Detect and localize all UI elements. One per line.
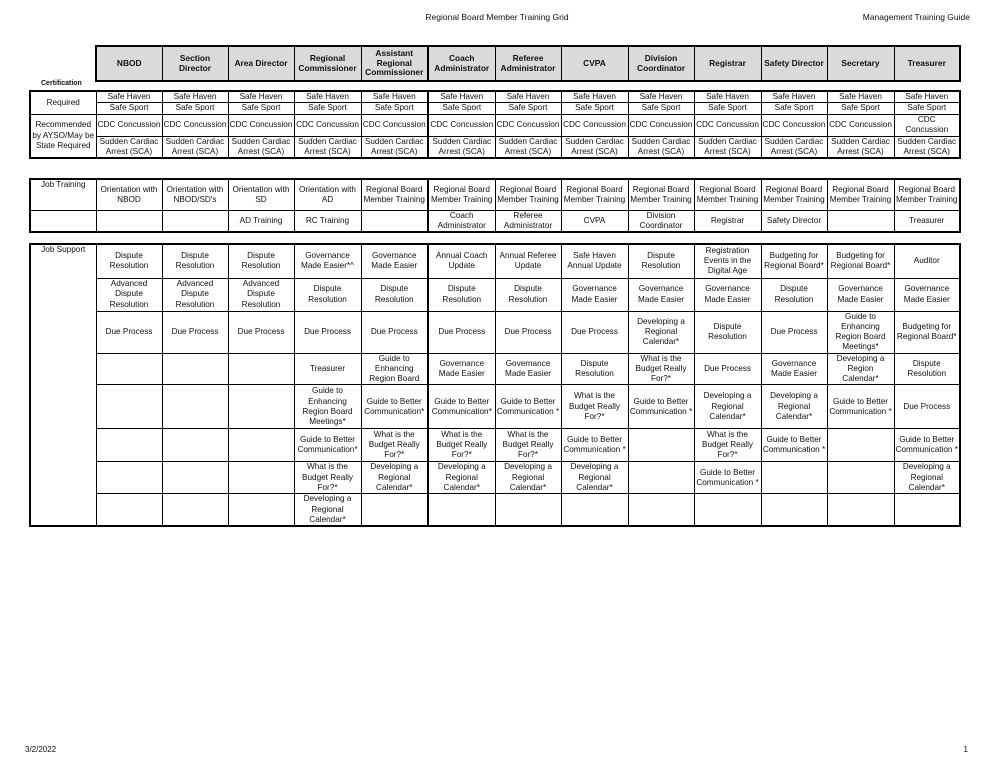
job-support-cell — [827, 462, 894, 494]
job-support-cell: Governance Made Easier — [495, 353, 561, 385]
certification-cell: CDC Concussion — [894, 114, 960, 136]
certification-cell: Safe Haven — [827, 91, 894, 103]
job-support-cell — [827, 429, 894, 462]
job-training-cell — [827, 210, 894, 232]
job-support-cell — [361, 494, 428, 526]
certification-cell: Safe Haven — [561, 91, 628, 103]
certification-cell: Safe Sport — [228, 103, 294, 114]
certification-cell: Sudden Cardiac Arrest (SCA) — [628, 136, 694, 158]
job-support-cell — [96, 429, 162, 462]
column-header-8: Division Coordinator — [628, 46, 694, 81]
job-support-cell: Guide to Better Communication * — [628, 385, 694, 429]
job-support-cell: Developing a Regional Calendar* — [761, 385, 827, 429]
job-training-cell — [162, 210, 228, 232]
job-support-cell — [96, 462, 162, 494]
job-training-cell: Treasurer — [894, 210, 960, 232]
job-training-cell: Division Coordinator — [628, 210, 694, 232]
job-support-cell: Guide to Better Communication * — [827, 385, 894, 429]
certification-cell: Sudden Cardiac Arrest (SCA) — [694, 136, 761, 158]
job-support-cell — [694, 494, 761, 526]
job-support-cell: Budgeting for Regional Board* — [761, 244, 827, 278]
job-training-cell: Regional Board Member Training — [561, 179, 628, 210]
certification-cell: Safe Haven — [694, 91, 761, 103]
certification-cell: Safe Sport — [162, 103, 228, 114]
column-header-4: Assistant Regional Commissioner — [361, 46, 428, 81]
certification-section-label: Certification — [41, 80, 82, 87]
job-support-cell: Auditor — [894, 244, 960, 278]
footer-page-number: 1 — [963, 745, 968, 754]
job-training-cell: Regional Board Member Training — [428, 179, 495, 210]
job-training-cell: Regional Board Member Training — [827, 179, 894, 210]
certification-cell: CDC Concussion — [694, 114, 761, 136]
certification-cell: Safe Sport — [628, 103, 694, 114]
column-header-7: CVPA — [561, 46, 628, 81]
job-training-cell: Regional Board Member Training — [761, 179, 827, 210]
certification-cell: Safe Haven — [495, 91, 561, 103]
job-training-cell: Coach Administrator — [428, 210, 495, 232]
certification-cell: Sudden Cardiac Arrest (SCA) — [361, 136, 428, 158]
certification-cell: CDC Concussion — [561, 114, 628, 136]
certification-cell: CDC Concussion — [495, 114, 561, 136]
job-support-cell — [162, 494, 228, 526]
job-support-cell: Due Process — [561, 311, 628, 353]
job-support-cell: Budgeting for Regional Board* — [894, 311, 960, 353]
job-training-cell: AD Training — [228, 210, 294, 232]
job-support-cell: Dispute Resolution — [162, 244, 228, 278]
job-support-cell: Developing a Regional Calendar* — [561, 462, 628, 494]
job-support-cell: Dispute Resolution — [894, 353, 960, 385]
job-support-cell — [162, 429, 228, 462]
job-support-cell: Dispute Resolution — [96, 244, 162, 278]
job-support-cell: Guide to Better Communication* — [361, 385, 428, 429]
job-training-cell: Registrar — [694, 210, 761, 232]
job-support-cell: Governance Made Easier — [561, 278, 628, 311]
job-support-cell: What is the Budget Really For?* — [694, 429, 761, 462]
certification-cell: CDC Concussion — [761, 114, 827, 136]
certification-cell: Sudden Cardiac Arrest (SCA) — [294, 136, 361, 158]
column-header-11: Secretary — [827, 46, 894, 81]
job-support-label: Job Support — [30, 244, 96, 526]
job-support-cell: Developing a Regional Calendar* — [361, 462, 428, 494]
column-header-3: Regional Commissioner — [294, 46, 361, 81]
job-support-cell: Guide to Enhancing Region Board — [361, 353, 428, 385]
job-support-cell: Due Process — [495, 311, 561, 353]
certification-cell: CDC Concussion — [428, 114, 495, 136]
certification-cell: Safe Sport — [294, 103, 361, 114]
job-support-cell: Due Process — [428, 311, 495, 353]
job-support-cell — [228, 385, 294, 429]
job-support-cell: Dispute Resolution — [761, 278, 827, 311]
job-support-cell: What is the Budget Really For?* — [495, 429, 561, 462]
certification-cell: Safe Haven — [162, 91, 228, 103]
job-support-cell — [827, 494, 894, 526]
job-training-cell: Regional Board Member Training — [894, 179, 960, 210]
job-support-cell: Advanced Dispute Resolution — [228, 278, 294, 311]
job-support-cell: Governance Made Easier — [694, 278, 761, 311]
certification-cell: Sudden Cardiac Arrest (SCA) — [761, 136, 827, 158]
footer-date: 3/2/2022 — [25, 745, 57, 754]
job-support-cell: Due Process — [294, 311, 361, 353]
certification-cell: Sudden Cardiac Arrest (SCA) — [561, 136, 628, 158]
job-support-cell: Dispute Resolution — [694, 311, 761, 353]
job-support-cell — [162, 462, 228, 494]
job-support-cell — [428, 494, 495, 526]
column-header-5: Coach Administrator — [428, 46, 495, 81]
certification-cell: Safe Sport — [694, 103, 761, 114]
job-support-cell: Governance Made Easier — [761, 353, 827, 385]
column-header-9: Registrar — [694, 46, 761, 81]
certification-cell: Safe Sport — [561, 103, 628, 114]
job-support-cell: Guide to Enhancing Region Board Meetings* — [827, 311, 894, 353]
column-header-10: Safety Director — [761, 46, 827, 81]
job-training-cell — [96, 210, 162, 232]
job-support-cell: What is the Budget Really For?* — [361, 429, 428, 462]
job-support-cell: Guide to Better Communication * — [894, 429, 960, 462]
column-header-12: Treasurer — [894, 46, 960, 81]
certification-cell: Safe Haven — [228, 91, 294, 103]
certification-cell: Safe Sport — [495, 103, 561, 114]
certification-cell: Safe Haven — [361, 91, 428, 103]
job-support-cell — [228, 353, 294, 385]
job-training-cell: Referee Administrator — [495, 210, 561, 232]
job-support-cell: Advanced Dispute Resolution — [96, 278, 162, 311]
certification-cell: Sudden Cardiac Arrest (SCA) — [495, 136, 561, 158]
job-support-cell: Guide to Better Communication* — [428, 385, 495, 429]
job-support-cell: Governance Made Easier — [361, 244, 428, 278]
certification-cell: Safe Sport — [827, 103, 894, 114]
job-support-cell — [162, 385, 228, 429]
job-support-cell — [162, 353, 228, 385]
job-support-cell: Treasurer — [294, 353, 361, 385]
job-support-cell: Developing a Regional Calendar* — [694, 385, 761, 429]
certification-cell: Safe Haven — [628, 91, 694, 103]
job-support-cell: Guide to Better Communication * — [495, 385, 561, 429]
job-support-cell — [761, 462, 827, 494]
certification-cell: Safe Sport — [894, 103, 960, 114]
column-header-table — [95, 45, 961, 82]
certification-cell: Sudden Cardiac Arrest (SCA) — [162, 136, 228, 158]
job-support-cell: Dispute Resolution — [495, 278, 561, 311]
certification-cell: Sudden Cardiac Arrest (SCA) — [228, 136, 294, 158]
certification-cell: CDC Concussion — [361, 114, 428, 136]
job-support-cell: Dispute Resolution — [428, 278, 495, 311]
certification-table — [29, 90, 961, 159]
job-support-cell: Due Process — [761, 311, 827, 353]
job-training-cell: Regional Board Member Training — [361, 179, 428, 210]
job-support-cell: Developing a Regional Calendar* — [628, 311, 694, 353]
job-support-cell: Developing a Regional Calendar* — [894, 462, 960, 494]
certification-cell: CDC Concussion — [294, 114, 361, 136]
certification-cell: Sudden Cardiac Arrest (SCA) — [894, 136, 960, 158]
job-support-cell: Guide to Enhancing Region Board Meetings* — [294, 385, 361, 429]
job-support-cell: Governance Made Easier*^ — [294, 244, 361, 278]
job-support-cell: Dispute Resolution — [561, 353, 628, 385]
column-header-1: Section Director — [162, 46, 228, 81]
job-training-cell: CVPA — [561, 210, 628, 232]
job-support-cell: Budgeting for Regional Board* — [827, 244, 894, 278]
job-support-cell — [495, 494, 561, 526]
job-training-label: Job Training — [30, 179, 96, 210]
certification-required-label: Required — [30, 91, 96, 114]
column-header-2: Area Director — [228, 46, 294, 81]
certification-cell: Safe Haven — [294, 91, 361, 103]
job-support-cell: Annual Referee Update — [495, 244, 561, 278]
job-training-cell: Regional Board Member Training — [694, 179, 761, 210]
job-support-cell: Due Process — [228, 311, 294, 353]
job-support-cell: Due Process — [694, 353, 761, 385]
job-support-table — [29, 243, 961, 527]
certification-cell: CDC Concussion — [628, 114, 694, 136]
guide-title: Management Training Guide — [862, 12, 970, 22]
job-support-cell: What is the Budget Really For?* — [294, 462, 361, 494]
job-training-cell: Orientation with NBOD/SD's — [162, 179, 228, 210]
certification-cell: Safe Haven — [894, 91, 960, 103]
job-support-cell: Dispute Resolution — [361, 278, 428, 311]
job-support-cell: Guide to Better Communication * — [761, 429, 827, 462]
job-support-cell: Governance Made Easier — [894, 278, 960, 311]
job-support-cell: Governance Made Easier — [428, 353, 495, 385]
job-support-cell: Dispute Resolution — [628, 244, 694, 278]
job-training-cell: Regional Board Member Training — [495, 179, 561, 210]
job-support-cell — [628, 429, 694, 462]
job-training-cell: Orientation with NBOD — [96, 179, 162, 210]
job-support-cell: Developing a Regional Calendar* — [495, 462, 561, 494]
job-support-cell — [628, 462, 694, 494]
job-support-cell — [228, 462, 294, 494]
job-support-cell: Registration Events in the Digital Age — [694, 244, 761, 278]
job-support-cell: Guide to Better Communication* — [294, 429, 361, 462]
job-support-cell: Guide to Better Communication * — [694, 462, 761, 494]
job-support-cell: Annual Coach Update — [428, 244, 495, 278]
certification-cell: Safe Sport — [96, 103, 162, 114]
job-support-cell — [96, 385, 162, 429]
certification-cell: CDC Concussion — [827, 114, 894, 136]
job-training-cell: Orientation with AD — [294, 179, 361, 210]
certification-cell: CDC Concussion — [96, 114, 162, 136]
certification-cell: Sudden Cardiac Arrest (SCA) — [96, 136, 162, 158]
certification-cell: Sudden Cardiac Arrest (SCA) — [827, 136, 894, 158]
job-support-cell: Dispute Resolution — [228, 244, 294, 278]
certification-cell: CDC Concussion — [228, 114, 294, 136]
job-training-cell: RC Training — [294, 210, 361, 232]
job-support-cell — [228, 429, 294, 462]
job-support-cell: Dispute Resolution — [294, 278, 361, 311]
certification-cell: Safe Haven — [428, 91, 495, 103]
document-title: Regional Board Member Training Grid — [425, 12, 569, 22]
job-support-cell: Advanced Dispute Resolution — [162, 278, 228, 311]
job-support-cell — [561, 494, 628, 526]
job-training-cell: Safety Director — [761, 210, 827, 232]
certification-cell: CDC Concussion — [162, 114, 228, 136]
job-support-cell — [228, 494, 294, 526]
job-training-cell: Regional Board Member Training — [628, 179, 694, 210]
job-support-cell: Due Process — [96, 311, 162, 353]
job-support-cell: Developing a Regional Calendar* — [294, 494, 361, 526]
job-support-cell: Due Process — [162, 311, 228, 353]
job-support-cell: Due Process — [894, 385, 960, 429]
job-training-cell — [361, 210, 428, 232]
job-training-table — [29, 178, 961, 233]
job-training-cell: Orientation with SD — [228, 179, 294, 210]
job-support-cell: Governance Made Easier — [827, 278, 894, 311]
job-support-cell: Guide to Better Communication * — [561, 429, 628, 462]
certification-cell: Safe Sport — [361, 103, 428, 114]
certification-cell: Safe Sport — [761, 103, 827, 114]
job-support-cell — [96, 494, 162, 526]
job-support-cell — [894, 494, 960, 526]
certification-cell: Sudden Cardiac Arrest (SCA) — [428, 136, 495, 158]
job-support-cell — [761, 494, 827, 526]
job-support-cell: What is the Budget Really For?* — [428, 429, 495, 462]
column-header-6: Referee Administrator — [495, 46, 561, 81]
column-header-0: NBOD — [96, 46, 162, 81]
certification-cell: Safe Haven — [761, 91, 827, 103]
job-support-cell: What is the Budget Really For?* — [561, 385, 628, 429]
job-support-cell: What is the Budget Really For?* — [628, 353, 694, 385]
job-support-cell: Developing a Regional Calendar* — [428, 462, 495, 494]
certification-cell: Safe Haven — [96, 91, 162, 103]
job-support-cell: Governance Made Easier — [628, 278, 694, 311]
job-training-label-blank — [30, 210, 96, 232]
certification-recommended-label: Recommended by AYSO/May be State Required — [30, 114, 96, 158]
job-support-cell — [628, 494, 694, 526]
certification-cell: Safe Sport — [428, 103, 495, 114]
job-support-cell: Due Process — [361, 311, 428, 353]
job-support-cell — [96, 353, 162, 385]
job-support-cell: Safe Haven Annual Update — [561, 244, 628, 278]
job-support-cell: Developing a Region Calendar* — [827, 353, 894, 385]
